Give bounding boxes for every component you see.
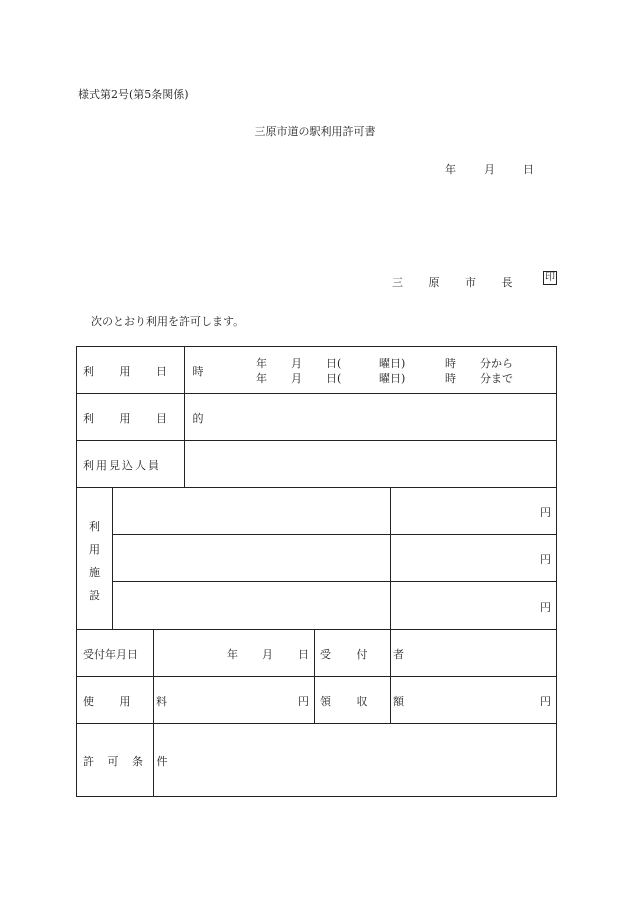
row-divider bbox=[77, 487, 556, 488]
receiver-label: 受 付 者 bbox=[320, 648, 415, 661]
row-divider bbox=[112, 534, 556, 535]
receipt-date-label: 受付年月日 bbox=[83, 648, 138, 661]
end-weekday: 曜日) bbox=[379, 372, 406, 385]
column-divider bbox=[314, 629, 315, 723]
facility-fee-unit: 円 bbox=[540, 553, 551, 566]
usage-fee-label: 使 用 料 bbox=[83, 695, 178, 708]
start-month: 月 bbox=[291, 357, 302, 370]
permit-table bbox=[76, 346, 557, 797]
receipt-amount-unit: 円 bbox=[540, 695, 551, 708]
row-divider bbox=[77, 440, 556, 441]
start-day: 日( bbox=[326, 357, 342, 370]
purpose-label: 利 用 目 的 bbox=[83, 412, 215, 425]
issuer-name: 三 原 市 長 bbox=[392, 276, 524, 289]
row-divider bbox=[112, 581, 556, 582]
usage-fee-unit: 円 bbox=[298, 695, 309, 708]
row-divider bbox=[77, 723, 556, 724]
end-month: 月 bbox=[291, 372, 302, 385]
start-year: 年 bbox=[256, 357, 267, 370]
facility-fee-unit: 円 bbox=[540, 601, 551, 614]
facilities-label-char: 設 bbox=[89, 589, 100, 602]
row-divider bbox=[77, 393, 556, 394]
end-day: 日( bbox=[326, 372, 342, 385]
document-title: 三原市道の駅利用許可書 bbox=[254, 125, 376, 138]
form-number: 様式第2号(第5条関係) bbox=[78, 88, 189, 101]
receipt-date-year: 年 bbox=[227, 648, 238, 661]
facilities-label-char: 用 bbox=[89, 543, 100, 556]
end-hour: 時 bbox=[445, 372, 456, 385]
facilities-label-char: 施 bbox=[89, 566, 100, 579]
start-weekday: 曜日) bbox=[379, 357, 406, 370]
end-year: 年 bbox=[256, 372, 267, 385]
column-divider bbox=[153, 629, 154, 796]
row-divider bbox=[77, 676, 556, 677]
start-minute: 分から bbox=[480, 357, 513, 370]
column-divider bbox=[112, 487, 113, 629]
facilities-label-char: 利 bbox=[89, 520, 100, 533]
receipt-date-month: 月 bbox=[262, 648, 273, 661]
intro-text: 次のとおり利用を許可します。 bbox=[91, 315, 245, 328]
facility-fee-unit: 円 bbox=[540, 506, 551, 519]
seal-mark: 印 bbox=[545, 272, 555, 283]
receipt-date-day: 日 bbox=[298, 648, 309, 661]
usage-datetime-label: 利 用 日 時 bbox=[83, 365, 215, 378]
issue-date bbox=[445, 161, 534, 177]
issue-date-month: 月 bbox=[484, 163, 495, 176]
column-divider bbox=[390, 487, 391, 629]
start-hour: 時 bbox=[445, 357, 456, 370]
row-divider bbox=[77, 629, 556, 630]
receipt-amount-label: 領 収 額 bbox=[320, 695, 415, 708]
end-minute: 分まで bbox=[480, 372, 513, 385]
issue-date-year: 年 bbox=[445, 163, 456, 176]
issue-date-day: 日 bbox=[523, 163, 534, 176]
expected-users-label: 利用見込人員 bbox=[83, 459, 161, 472]
conditions-label: 許 可 条 件 bbox=[83, 755, 173, 768]
